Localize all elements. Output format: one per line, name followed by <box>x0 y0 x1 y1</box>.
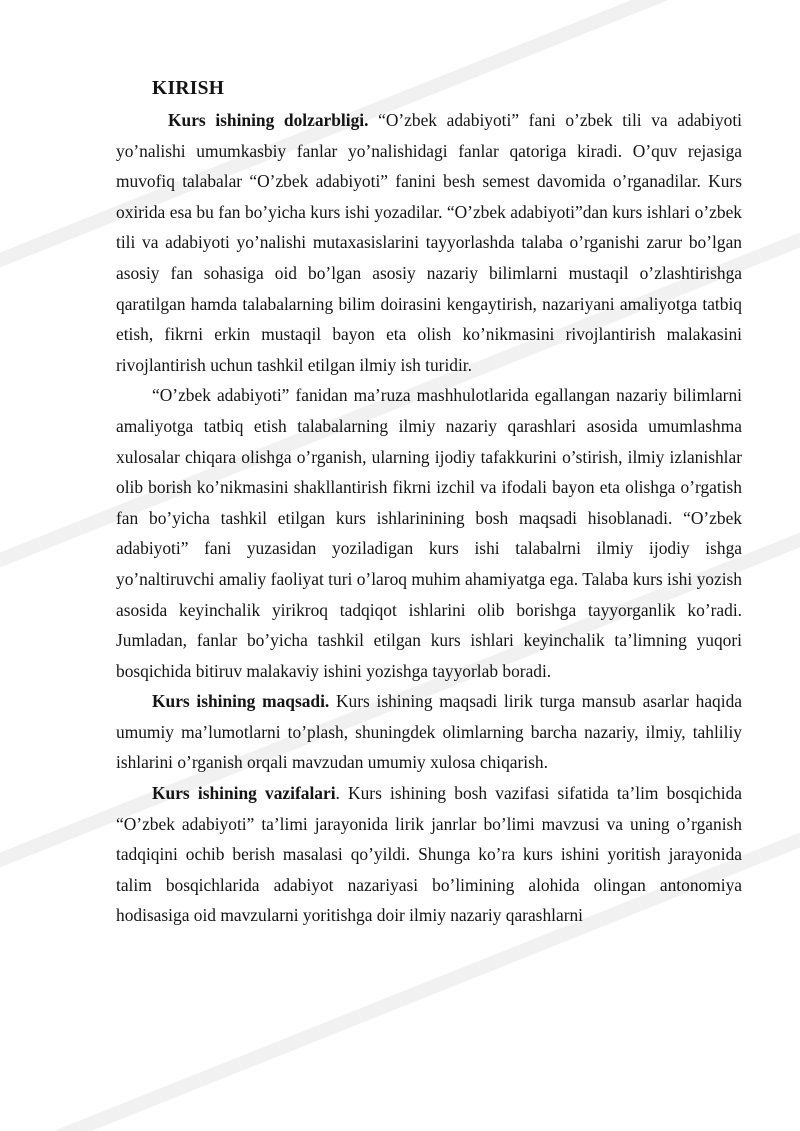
paragraph-relevance <box>116 105 742 380</box>
paragraph-lead: Kurs ishining maqsadi. <box>152 691 330 712</box>
paragraph-course-purpose <box>116 380 742 686</box>
paragraph-text: “O’zbek adabiyoti” fanidan ma’ruza mashhulotlarida egallangan nazariy bilimlarni amaliyotga tatbiq etish talabalarning ilmiy nazariy qarashlari asosida umumlashma xulosalar chiqara olishga o’rganish, ularning ijodiy tafakkurini o’stirish, ilmiy izlanishlar olib borish ko’nikmasini shakllantirish fikrni izchil va ifodali bayon eta olishga o’rgatish fan bo’yicha tashkil etilgan kurs ishlarinining bosh maqsadi hisoblanadi. “O’zbek adabiyoti” fani yuzasidan yoziladigan kurs ishi talabalrni ilmiy ijodiy ishga yo’naltiruvchi amaliy faoliyat turi o’laroq muhim ahamiyatga ega. Talaba kurs ishi yozish asosida keyinchalik yirikroq tadqiqot ishlarini olib borishga tayyorganlik ko’radi. Jumladan, fanlar bo’yicha tashkil etilgan kurs ishlari keyinchalik ta’limning yuqori bosqichida bitiruv malakaviy ishini yozishga tayyorlab boradi. <box>116 385 742 681</box>
paragraph-lead: Kurs ishining dolzarbligi. <box>168 110 369 130</box>
paragraph-tasks <box>116 778 742 931</box>
paragraph-lead: Kurs ishining vazifalari <box>152 783 336 804</box>
document-body <box>116 75 742 931</box>
paragraph-text: . Kurs ishining bosh vazifasi sifatida ta’lim bosqichida “O’zbek adabiyoti” ta’limi jarayonida lirik janrlar bo’limi mavzusi va uning o’rganish tadqiqini ochib berish masalasi qo’yildi. Shunga ko’ra kurs ishini yoritish jarayonida talim bosqichlarida adabiyot nazariyasi bo’limining alohida olingan antonomiya hodisasiga oid mavzularni yoritishga doir ilmiy nazariy qarashlarni <box>116 783 742 926</box>
paragraph-text: “O’zbek adabiyoti” fani o’zbek tili va adabiyoti yo’nalishi umumkasbiy fanlar yo’nalishidagi fanlar qatoriga kiradi. O’quv rejasiga muvofiq talabalar “O’zbek adabiyoti” fanini besh semest davomida o’rganadilar. Kurs oxirida esa bu fan bo’yicha kurs ishi yozadilar. “O’zbek adabiyoti”dan kurs ishlari o’zbek tili va adabiyoti yo’nalishi mutaxasislarini tayyorlashda talaba o’rganishi zarur bo’lgan asosiy fan sohasiga oid bo’lgan asosiy nazariy bilimlarni mustaqil o’zlashtirishga qaratilgan hamda talabalarning bilim doirasini kengaytirish, nazariyani amaliyotga tatbiq etish, fikrni erkin mustaqil bayon eta olish ko’nikmasini rivojlantirish malakasini rivojlantirish uchun tashkil etilgan ilmiy ish turidir. <box>116 110 742 375</box>
paragraph-goal <box>116 686 742 778</box>
paragraph-text: Kurs ishining maqsadi lirik turga mansub asarlar haqida umumiy ma’lumotlarni to’plash, shuningdek olimlarning barcha nazariy, ilmiy, tahliliy ishlarini o’rganish orqali mavzudan umumiy xulosa chiqarish. <box>116 691 742 773</box>
section-heading: KIRISH <box>152 78 225 99</box>
